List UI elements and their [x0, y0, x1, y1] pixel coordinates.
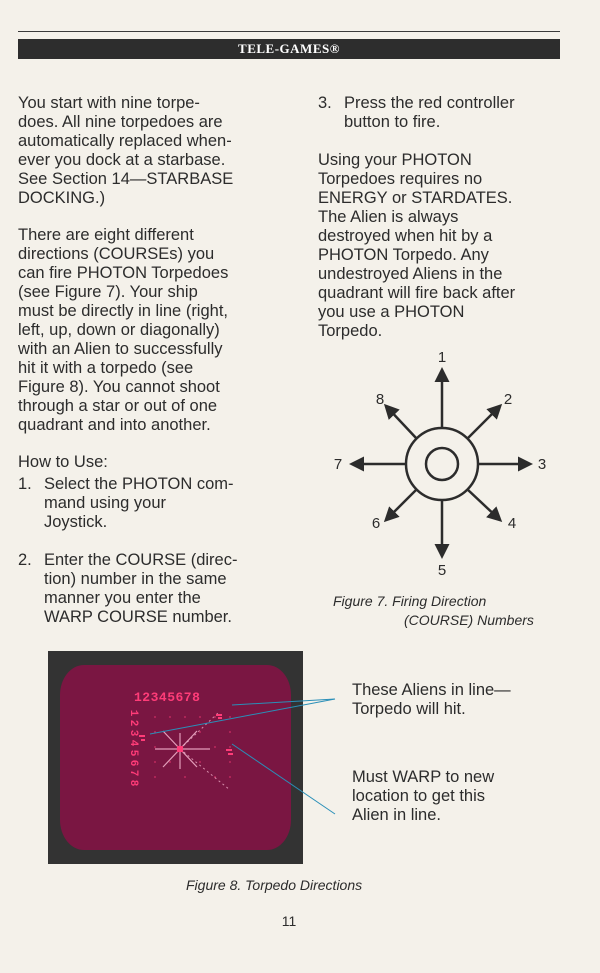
step-text: Press the red controller button to fire. [344, 94, 515, 131]
direction-label-7: 7 [333, 456, 343, 473]
leader-line [232, 744, 335, 814]
directions-paragraph: There are eight different directions (COURSEs) you can fire PHOTON Torpedoes (see Figure 7). Your ship must be directly in line (right, left, up, down or diagonally) with an Alien to successfully hit it with a torpedo (see Figure 8). You cannot shoot through a star or out of one quadrant and into another. [18, 226, 229, 434]
scanner-row-number: 6 [127, 759, 139, 767]
step-number: 1. [18, 475, 32, 493]
direction-label-1: 1 [437, 349, 447, 366]
direction-label-5: 5 [437, 562, 447, 579]
scanner-row-number: 3 [127, 729, 139, 737]
page-number: 11 [281, 913, 297, 929]
direction-label-6: 6 [371, 515, 381, 532]
step-text: Enter the COURSE (direc- tion) number in the same manner you enter the WARP COURSE number. [44, 551, 238, 626]
step-number: 3. [318, 94, 332, 112]
scanner-row-number: 7 [127, 769, 139, 777]
step-text: Select the PHOTON com- mand using your Joystick. [44, 475, 234, 531]
scanner-row-number: 1 [127, 709, 139, 717]
figure7-caption-line1: Figure 7. Firing Direction [333, 593, 487, 609]
direction-label-2: 2 [503, 391, 513, 408]
step-number: 2. [18, 551, 32, 569]
torpedo-count-paragraph: You start with nine torpe- does. All nine torpedoes are automatically replaced when- ever you dock at a starbase. See Section 14—STARBASE DOCKING.) [18, 94, 234, 207]
page-header: TELE-GAMES® [18, 39, 560, 59]
scanner-row-number: 2 [127, 719, 139, 727]
scanner-row-number: 8 [127, 779, 139, 787]
figure8-caption: Figure 8. Torpedo Directions [186, 877, 363, 893]
photon-usage-paragraph: Using your PHOTON Torpedoes requires no ENERGY or STARDATES. The Alien is always destroyed when hit by a PHOTON Torpedo. Any undestroyed Aliens in the quadrant will fire back after you use a PHOTON Torpedo. [318, 151, 516, 340]
figure7-caption-line2: (COURSE) Numbers [404, 612, 534, 628]
aliens-in-line-note: These Aliens in line— Torpedo will hit. [352, 681, 511, 718]
how-to-use-heading: How to Use: [18, 453, 108, 471]
direction-label-3: 3 [537, 456, 547, 473]
direction-label-8: 8 [375, 391, 385, 408]
scanner-column-numbers: 12345678 [134, 690, 201, 705]
direction-label-4: 4 [507, 515, 517, 532]
scanner-row-number: 4 [127, 739, 139, 747]
scanner-row-number: 5 [127, 749, 139, 757]
must-warp-note: Must WARP to new location to get this Alien in line. [352, 768, 495, 824]
